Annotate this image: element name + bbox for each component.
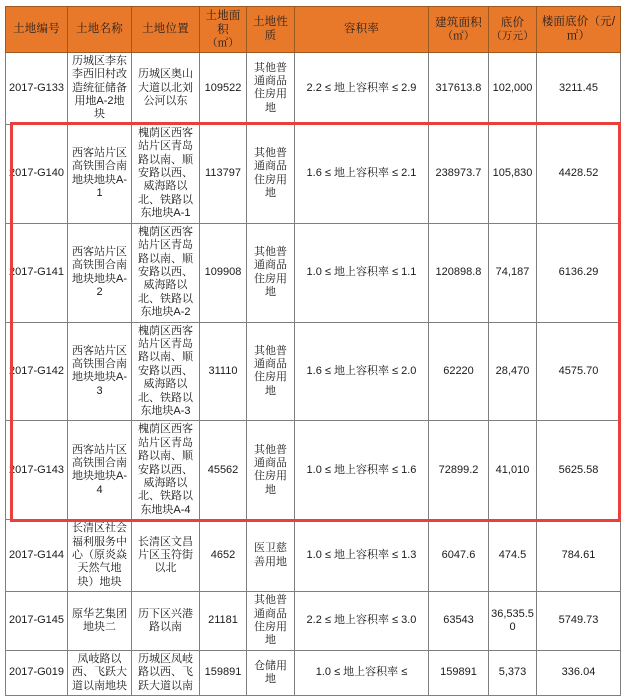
cell-floor: 4428.52	[537, 124, 621, 223]
cell-floor: 6136.29	[537, 223, 621, 322]
table-row	[6, 322, 621, 421]
cell-far: 1.0 ≤ 地上容积率 ≤ 1.1	[295, 223, 429, 322]
table-body	[6, 52, 621, 695]
cell-price: 105,830	[489, 124, 537, 223]
cell-far: 1.0 ≤ 地上容积率 ≤	[295, 650, 429, 695]
column-header-unit: （㎡）	[442, 30, 475, 43]
cell-price: 102,000	[489, 52, 537, 124]
cell-type: 其他普通商品住房用地	[247, 52, 295, 124]
cell-price: 28,470	[489, 322, 537, 421]
land-parcel-table	[5, 6, 621, 696]
cell-floor: 336.04	[537, 650, 621, 695]
cell-id: 2017-G144	[6, 520, 68, 592]
cell-name: 西客站片区高铁围合南地块地块A-2	[68, 223, 132, 322]
column-header-id	[6, 7, 68, 53]
cell-type: 仓储用地	[247, 650, 295, 695]
cell-name: 凤岐路以西、飞跃大道以南地块	[68, 650, 132, 695]
column-header-built	[429, 7, 489, 53]
cell-id: 2017-G143	[6, 421, 68, 520]
cell-area: 113797	[200, 124, 247, 223]
column-header-label: 楼面底价（元/㎡）	[541, 16, 616, 43]
column-header-name	[68, 7, 132, 53]
cell-area: 31110	[200, 322, 247, 421]
column-header-label: 容积率	[343, 23, 380, 36]
cell-far: 1.6 ≤ 地上容积率 ≤ 2.0	[295, 322, 429, 421]
cell-floor: 784.61	[537, 520, 621, 592]
cell-type: 其他普通商品住房用地	[247, 223, 295, 322]
cell-id: 2017-G019	[6, 650, 68, 695]
column-header-type	[247, 7, 295, 53]
cell-area: 45562	[200, 421, 247, 520]
cell-built: 159891	[429, 650, 489, 695]
cell-loc: 槐荫区西客站片区青岛路以南、顺安路以西、威海路以北、铁路以东地块A-3	[132, 322, 200, 421]
cell-floor: 4575.70	[537, 322, 621, 421]
column-header-area	[200, 7, 247, 53]
column-header-unit: （㎡）	[206, 37, 240, 50]
cell-built: 238973.7	[429, 124, 489, 223]
column-header-label: 底价	[500, 17, 525, 29]
cell-far: 2.2 ≤ 地上容积率 ≤ 2.9	[295, 52, 429, 124]
cell-built: 120898.8	[429, 223, 489, 322]
cell-area: 4652	[200, 520, 247, 592]
column-header-label: 土地面积	[205, 10, 241, 37]
cell-area: 109908	[200, 223, 247, 322]
cell-price: 474.5	[489, 520, 537, 592]
column-header-loc	[132, 7, 200, 53]
cell-id: 2017-G145	[6, 592, 68, 651]
table-row	[6, 421, 621, 520]
cell-area: 21181	[200, 592, 247, 651]
cell-name: 长清区社会福利服务中心（原炎焱天然气地块）地块	[68, 520, 132, 592]
column-header-label: 土地编号	[13, 23, 60, 36]
cell-far: 1.6 ≤ 地上容积率 ≤ 2.1	[295, 124, 429, 223]
cell-name: 原华艺集团地块二	[68, 592, 132, 651]
table-row	[6, 52, 621, 124]
cell-far: 1.0 ≤ 地上容积率 ≤ 1.6	[295, 421, 429, 520]
cell-floor: 3211.45	[537, 52, 621, 124]
cell-built: 6047.6	[429, 520, 489, 592]
cell-loc: 历下区兴港路以南	[132, 592, 200, 651]
cell-area: 109522	[200, 52, 247, 124]
cell-built: 63543	[429, 592, 489, 651]
cell-type: 医卫慈善用地	[247, 520, 295, 592]
table-row	[6, 223, 621, 322]
column-header-far	[295, 7, 429, 53]
cell-far: 1.0 ≤ 地上容积率 ≤ 1.3	[295, 520, 429, 592]
cell-loc: 槐荫区西客站片区青岛路以南、顺安路以西、威海路以北、铁路以东地块A-1	[132, 124, 200, 223]
cell-name: 西客站片区高铁围合南地块地块A-1	[68, 124, 132, 223]
cell-loc: 槐荫区西客站片区青岛路以南、顺安路以西、威海路以北、铁路以东地块A-2	[132, 223, 200, 322]
column-header-label: 建筑面积	[435, 17, 482, 29]
cell-floor: 5749.73	[537, 592, 621, 651]
cell-built: 317613.8	[429, 52, 489, 124]
table-row	[6, 124, 621, 223]
cell-type: 其他普通商品住房用地	[247, 322, 295, 421]
cell-id: 2017-G133	[6, 52, 68, 124]
table-row	[6, 650, 621, 695]
cell-type: 其他普通商品住房用地	[247, 124, 295, 223]
table-header	[6, 7, 621, 53]
cell-name: 历城区李东李西旧村改造统征储备用地A-2地块	[68, 52, 132, 124]
cell-floor: 5625.58	[537, 421, 621, 520]
header-row	[6, 7, 621, 53]
cell-id: 2017-G140	[6, 124, 68, 223]
cell-type: 其他普通商品住房用地	[247, 592, 295, 651]
column-header-label: 土地名称	[76, 23, 123, 36]
table-row	[6, 592, 621, 651]
cell-price: 41,010	[489, 421, 537, 520]
column-header-price	[489, 7, 537, 53]
column-header-label: 土地性质	[252, 16, 289, 43]
cell-loc: 历城区凤岐路以西、飞跃大道以南	[132, 650, 200, 695]
cell-built: 72899.2	[429, 421, 489, 520]
cell-built: 62220	[429, 322, 489, 421]
cell-loc: 历城区奥山大道以北刘公河以东	[132, 52, 200, 124]
cell-id: 2017-G141	[6, 223, 68, 322]
cell-name: 西客站片区高铁围合南地块地块A-3	[68, 322, 132, 421]
cell-price: 74,187	[489, 223, 537, 322]
cell-price: 36,535.50	[489, 592, 537, 651]
cell-price: 5,373	[489, 650, 537, 695]
cell-id: 2017-G142	[6, 322, 68, 421]
column-header-label: 土地位置	[142, 23, 189, 36]
column-header-floor	[537, 7, 621, 53]
cell-far: 2.2 ≤ 地上容积率 ≤ 3.0	[295, 592, 429, 651]
cell-name: 西客站片区高铁围合南地块地块A-4	[68, 421, 132, 520]
cell-area: 159891	[200, 650, 247, 695]
column-header-unit: （万元）	[491, 30, 534, 43]
cell-loc: 槐荫区西客站片区青岛路以南、顺安路以西、威海路以北、铁路以东地块A-4	[132, 421, 200, 520]
table-row	[6, 520, 621, 592]
cell-type: 其他普通商品住房用地	[247, 421, 295, 520]
cell-loc: 长清区文昌片区玉符街以北	[132, 520, 200, 592]
